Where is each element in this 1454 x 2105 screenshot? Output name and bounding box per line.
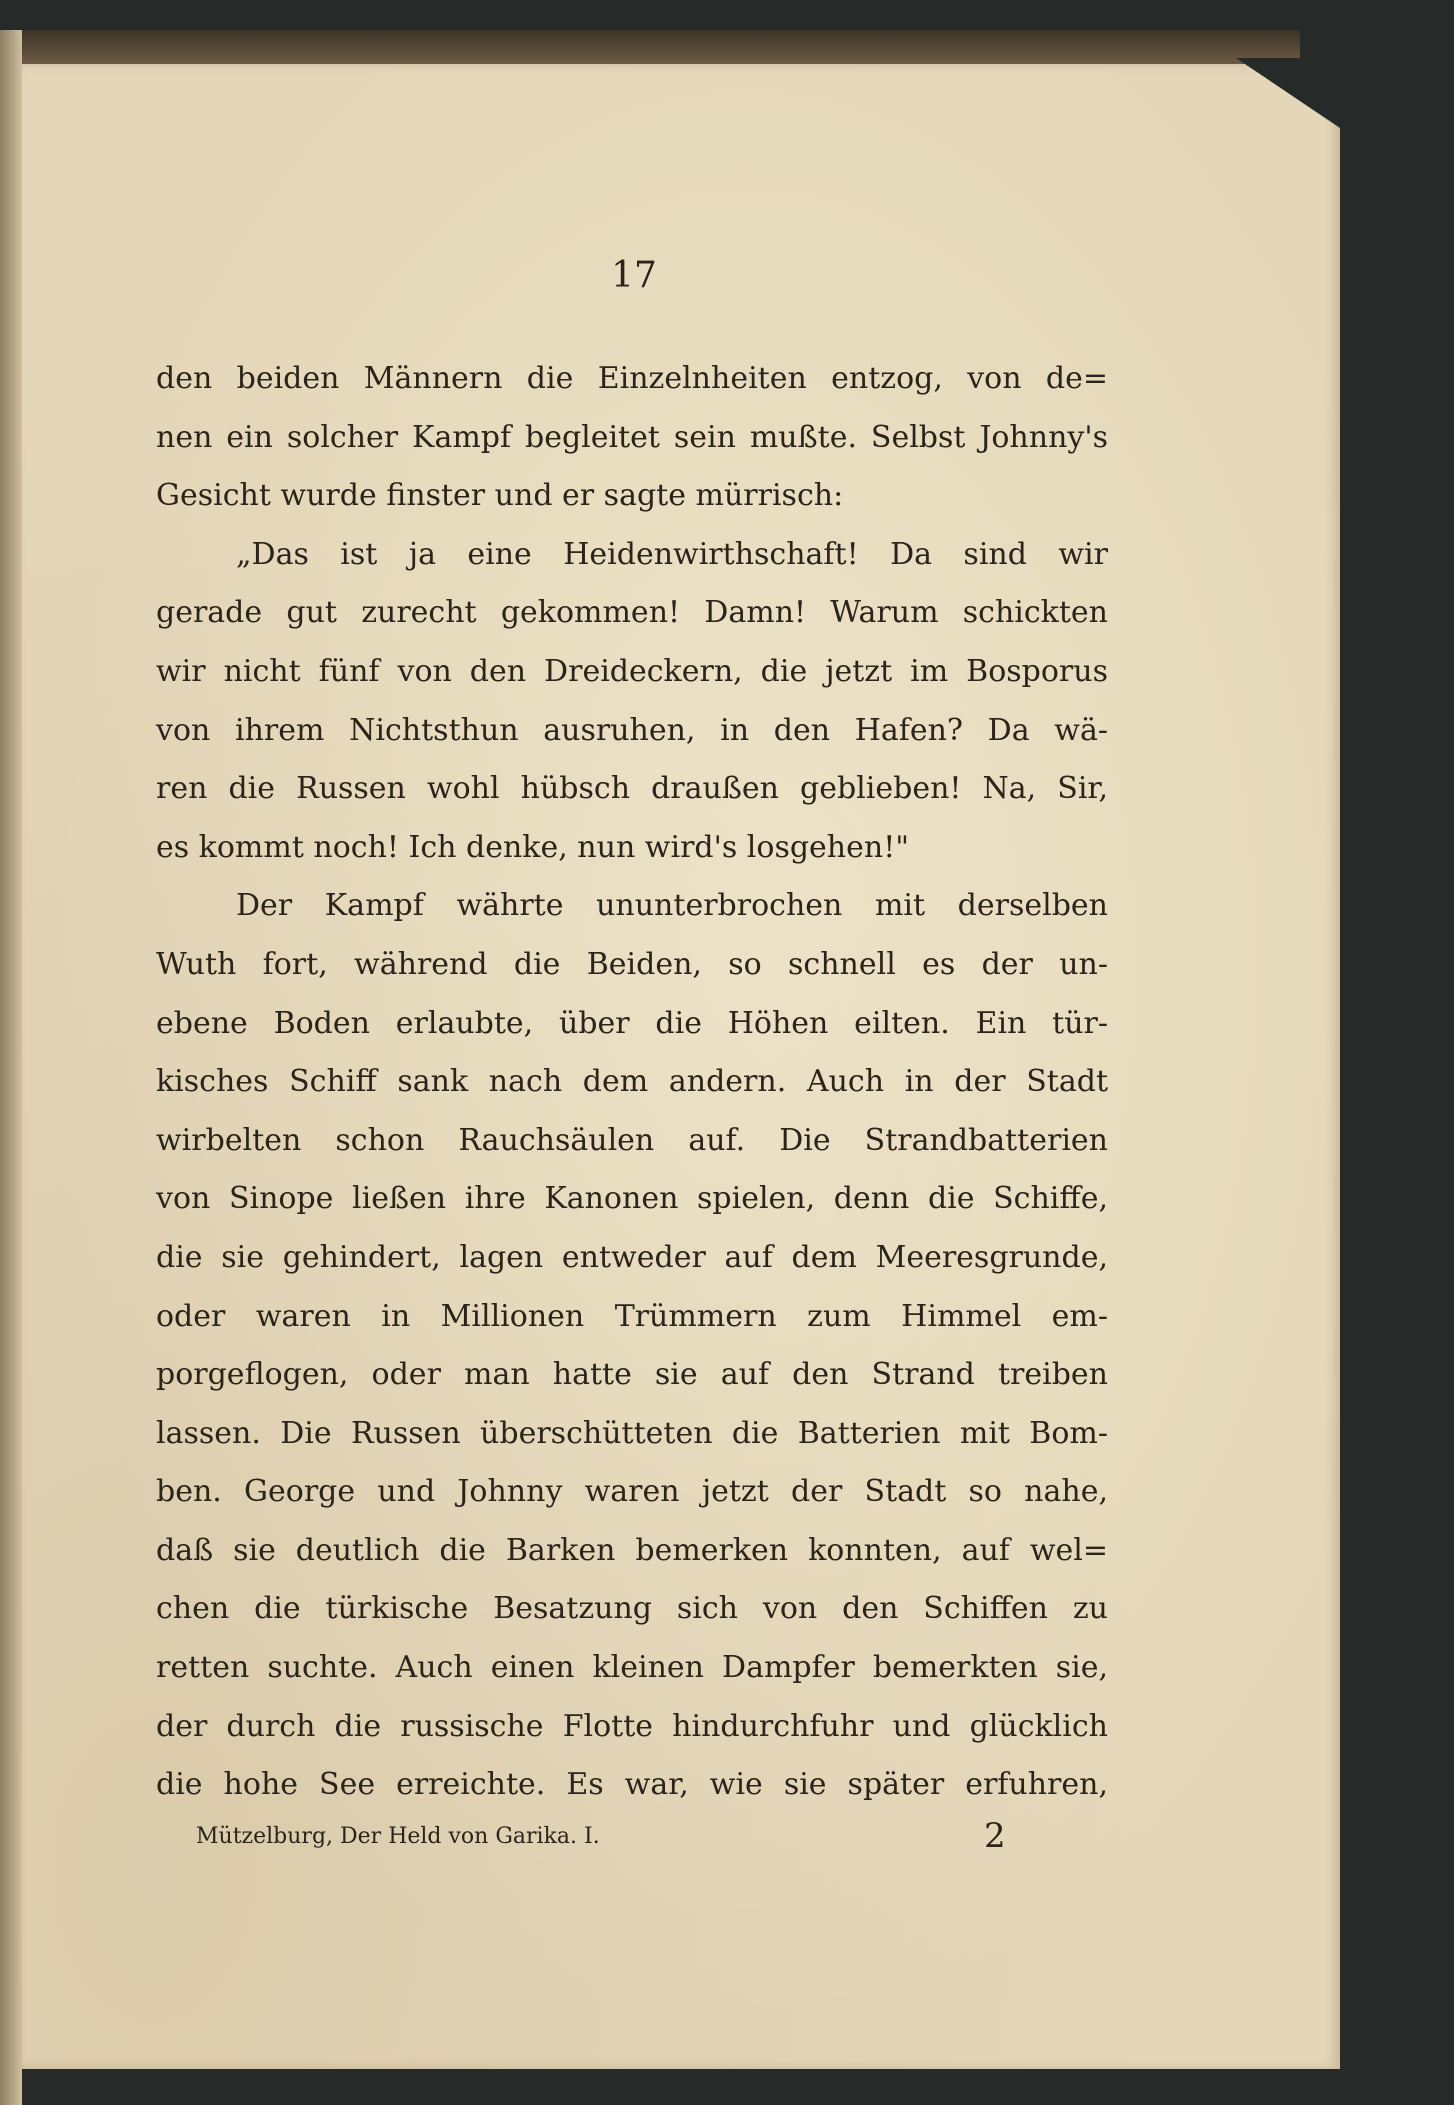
text-line: Der Kampf währte ununterbrochen mit derselben xyxy=(236,888,1108,924)
text-line: die hohe See erreichte. Es war, wie sie später erfuhren, xyxy=(156,1767,1108,1803)
text-line: ren die Russen wohl hübsch draußen geblieben! Na, Sir, xyxy=(156,771,1108,807)
text-line: wirbelten schon Rauchsäulen auf. Die Strandbatterien xyxy=(156,1122,1108,1158)
page-footer xyxy=(196,1816,1016,1860)
text-line: es kommt noch! Ich denke, nun wird's losgehen!" xyxy=(156,829,910,865)
text-line: der durch die russische Flotte hindurchfuhr und glücklich xyxy=(156,1708,1108,1744)
body-text xyxy=(156,350,1108,1815)
text-line: ben. George und Johnny waren jetzt der Stadt so nahe, xyxy=(156,1474,1108,1510)
torn-corner xyxy=(1236,58,1340,128)
text-line: von Sinope ließen ihre Kanonen spielen, denn die Schiffe, xyxy=(156,1181,1108,1217)
text-line: porgeflogen, oder man hatte sie auf den Strand treiben xyxy=(156,1357,1108,1393)
text-line: „Das ist ja eine Heidenwirthschaft! Da sind wir xyxy=(236,536,1108,572)
binding-edge xyxy=(0,30,22,2105)
text-line: daß sie deutlich die Barken bemerken konnten, auf wel= xyxy=(156,1532,1108,1568)
text-line: ebene Boden erlaubte, über die Höhen eilten. Ein tür- xyxy=(156,1005,1108,1041)
text-line: retten suchte. Auch einen kleinen Dampfer bemerkten sie, xyxy=(156,1650,1108,1686)
text-line: nen ein solcher Kampf begleitet sein mußte. Selbst Johnny's xyxy=(156,419,1108,455)
text-line: wir nicht fünf von den Dreideckern, die jetzt im Bosporus xyxy=(156,653,1108,689)
text-line: den beiden Männern die Einzelnheiten entzog, von de= xyxy=(156,361,1108,396)
text-line: lassen. Die Russen überschütteten die Batterien mit Bom- xyxy=(156,1415,1108,1451)
signature-mark: 2 xyxy=(984,1816,1006,1856)
text-line: Wuth fort, während die Beiden, so schnell es der un- xyxy=(156,946,1108,982)
text-line: gerade gut zurecht gekommen! Damn! Warum schickten xyxy=(156,595,1108,631)
page-number: 17 xyxy=(611,255,657,296)
text-line: chen die türkische Besatzung sich von den Schiffen zu xyxy=(156,1591,1108,1627)
printer-signature: Mützelburg, Der Held von Garika. I. xyxy=(196,1824,600,1849)
text-line: die sie gehindert, lagen entweder auf dem Meeresgrunde, xyxy=(156,1239,1108,1275)
text-line: kisches Schiff sank nach dem andern. Auch in der Stadt xyxy=(156,1064,1108,1100)
text-line: Gesicht wurde finster und er sagte mürrisch: xyxy=(156,478,844,514)
text-line: von ihrem Nichtsthun ausruhen, in den Hafen? Da wä- xyxy=(156,712,1108,748)
binding-top-strip xyxy=(0,30,1300,64)
text-line: oder waren in Millionen Trümmern zum Himmel em- xyxy=(156,1298,1108,1334)
